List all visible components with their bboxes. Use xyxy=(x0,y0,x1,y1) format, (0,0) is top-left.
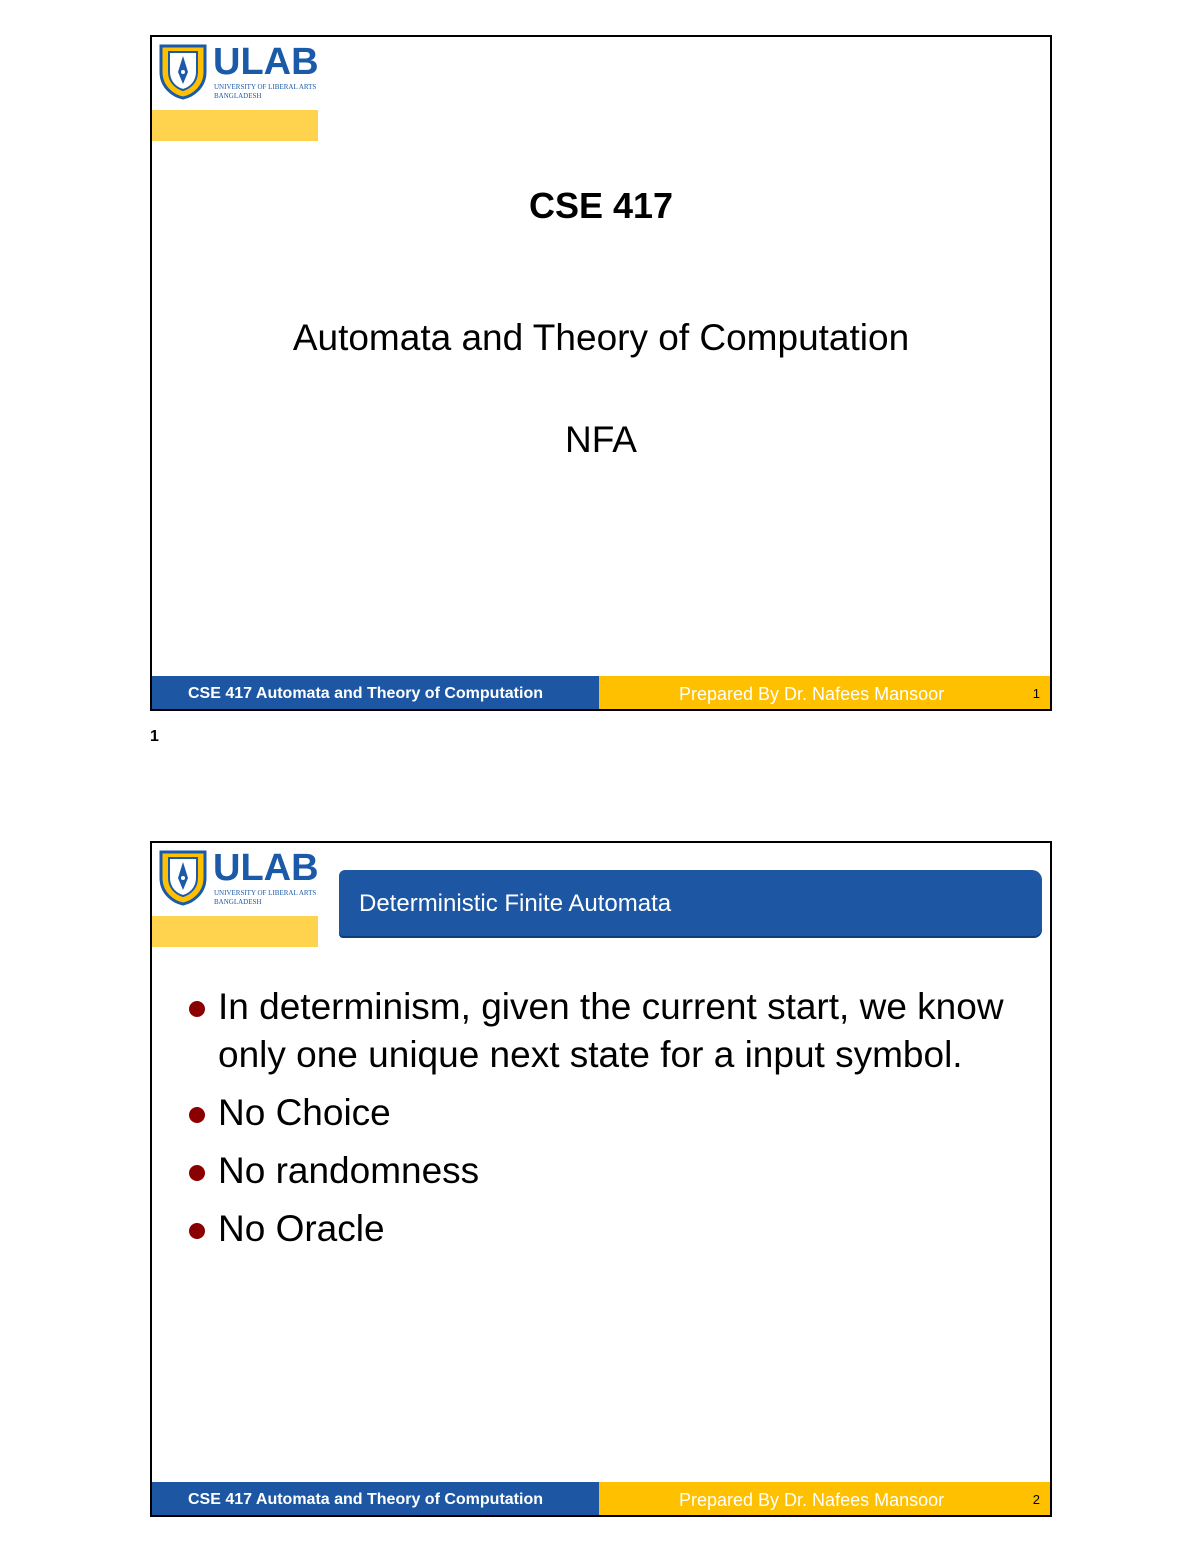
slide-number: 1 xyxy=(1032,686,1040,701)
bullet-dot-icon xyxy=(189,1165,205,1181)
bullet-text: No Choice xyxy=(218,1092,391,1133)
ulab-shield-icon xyxy=(157,848,209,906)
header-accent-bar xyxy=(152,916,318,947)
slide-title-banner xyxy=(339,870,1042,936)
bullet-dot-icon xyxy=(189,1223,205,1239)
list-item xyxy=(186,983,1006,1079)
lecture-topic: NFA xyxy=(565,419,637,460)
bullet-dot-icon xyxy=(189,1107,205,1123)
list-item xyxy=(186,1205,1006,1253)
slide-title: Deterministic Finite Automata xyxy=(359,890,672,917)
ulab-logo xyxy=(157,848,322,910)
list-item xyxy=(186,1147,1006,1195)
footer-course-panel xyxy=(152,676,599,709)
footer-course: CSE 417 Automata and Theory of Computation xyxy=(188,685,543,702)
ulab-logo xyxy=(157,42,322,104)
slide-footer xyxy=(152,676,1050,709)
slide-footer xyxy=(152,1482,1050,1515)
slide-1 xyxy=(150,35,1052,711)
logo-country: BANGLADESH xyxy=(214,92,262,100)
bullet-text: In determinism, given the current start, we know only one unique next state for a input symbol. xyxy=(218,986,1004,1075)
course-subject: Automata and Theory of Computation xyxy=(292,317,910,358)
course-code: CSE 417 xyxy=(528,185,674,226)
header-accent-bar xyxy=(152,110,318,141)
footer-author: Prepared By Dr. Nafees Mansoor xyxy=(679,1490,945,1510)
slide-2 xyxy=(150,841,1052,1517)
logo-wordmark: ULAB xyxy=(213,847,319,889)
bullet-dot-icon xyxy=(189,1001,205,1017)
logo-subtitle: UNIVERSITY OF LIBERAL ARTS xyxy=(214,889,317,897)
ulab-shield-icon xyxy=(157,42,209,100)
footer-course-panel xyxy=(152,1482,599,1515)
bullet-text: No randomness xyxy=(218,1150,480,1191)
list-item xyxy=(186,1089,1006,1137)
page-number: 1 xyxy=(150,728,159,745)
logo-country: BANGLADESH xyxy=(214,898,262,906)
slide-number: 2 xyxy=(1032,1492,1040,1507)
logo-wordmark: ULAB xyxy=(213,41,319,83)
footer-author: Prepared By Dr. Nafees Mansoor xyxy=(679,684,945,704)
logo-subtitle: UNIVERSITY OF LIBERAL ARTS xyxy=(214,83,317,91)
footer-course: CSE 417 Automata and Theory of Computation xyxy=(188,1491,543,1508)
bullet-list xyxy=(186,983,1006,1263)
bullet-text: No Oracle xyxy=(218,1208,385,1249)
